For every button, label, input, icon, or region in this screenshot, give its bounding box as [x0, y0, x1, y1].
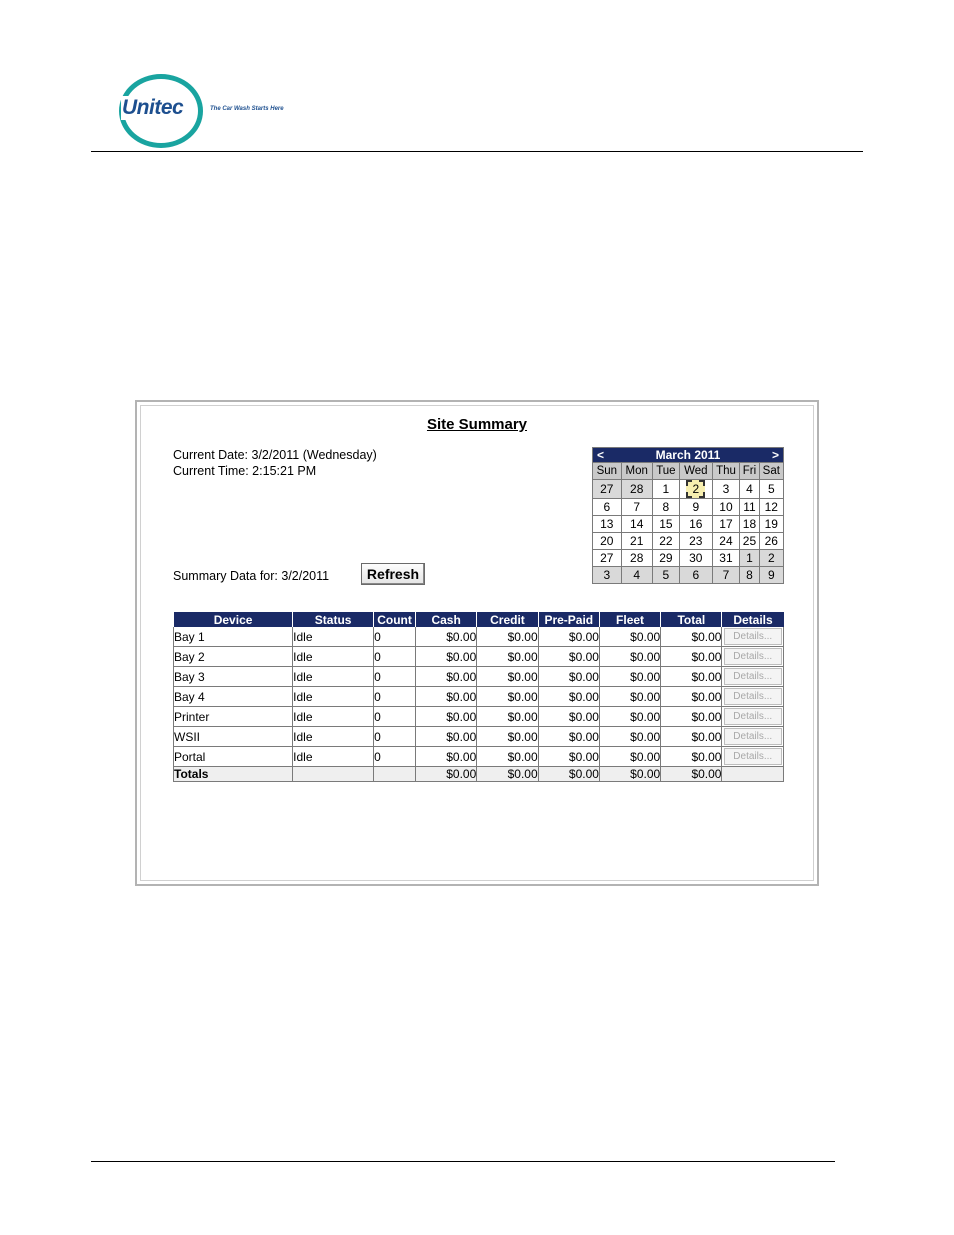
- total-cell: $0.00: [661, 707, 722, 727]
- total-cell: $0.00: [661, 747, 722, 767]
- details-cell: [722, 627, 784, 647]
- calendar-weekday-row: [593, 463, 784, 480]
- column-header: Total: [661, 612, 722, 627]
- column-header: Details: [722, 612, 784, 627]
- credit-cell: $0.00: [477, 667, 538, 687]
- column-header: Device: [174, 612, 293, 627]
- column-header: Cash: [415, 612, 476, 627]
- next-month-button[interactable]: >: [771, 448, 779, 462]
- status-cell: Idle: [293, 647, 374, 667]
- calendar-day[interactable]: 9: [759, 567, 783, 584]
- cash-cell: $0.00: [415, 667, 476, 687]
- footer-divider: [91, 1161, 835, 1162]
- count-cell: 0: [374, 687, 416, 707]
- status-cell: Idle: [293, 727, 374, 747]
- prepaid-cell: $0.00: [538, 687, 599, 707]
- calendar-week-row: [593, 567, 784, 584]
- total-cell: $0.00: [661, 667, 722, 687]
- details-cell: [722, 747, 784, 767]
- current-date: Current Date: 3/2/2011 (Wednesday): [173, 448, 377, 462]
- total-cell: $0.00: [661, 687, 722, 707]
- prepaid-cell: $0.00: [538, 647, 599, 667]
- site-summary-table: [173, 612, 784, 782]
- details-button[interactable]: Details...: [724, 648, 782, 665]
- column-header: Status: [293, 612, 374, 627]
- details-button[interactable]: Details...: [724, 688, 782, 705]
- count-cell: 0: [374, 727, 416, 747]
- calendar-day[interactable]: 28: [621, 550, 652, 567]
- prepaid-cell: $0.00: [538, 747, 599, 767]
- calendar-day[interactable]: 1: [740, 550, 759, 567]
- page-title: Site Summary: [426, 416, 528, 433]
- fleet-cell: $0.00: [599, 747, 660, 767]
- weekday-label: Tue: [652, 463, 679, 480]
- prepaid-cell: $0.00: [538, 627, 599, 647]
- details-button[interactable]: Details...: [724, 628, 782, 645]
- cash-cell: $0.00: [415, 727, 476, 747]
- logo-tagline: The Car Wash Starts Here: [210, 106, 284, 112]
- details-cell: [722, 727, 784, 747]
- selected-day-label: 2: [686, 480, 705, 498]
- column-header: Fleet: [599, 612, 660, 627]
- count-cell: 0: [374, 627, 416, 647]
- fleet-cell: $0.00: [599, 727, 660, 747]
- table-row: [174, 687, 784, 707]
- total-cell: $0.00: [661, 627, 722, 647]
- prev-month-button[interactable]: <: [597, 448, 605, 462]
- weekday-label: Wed: [679, 463, 712, 480]
- cash-cell: $0.00: [415, 627, 476, 647]
- calendar-day[interactable]: 5: [759, 480, 783, 499]
- calendar-day[interactable]: 24: [712, 533, 740, 550]
- fleet-cell: $0.00: [599, 687, 660, 707]
- calendar-day[interactable]: 4: [740, 480, 759, 499]
- total-cell: $0.00: [661, 727, 722, 747]
- calendar-day[interactable]: 15: [652, 516, 679, 533]
- calendar-day[interactable]: 2: [759, 550, 783, 567]
- date-calendar: [592, 447, 784, 584]
- calendar-week-row: [593, 499, 784, 516]
- details-button[interactable]: Details...: [724, 668, 782, 685]
- calendar-day[interactable]: 19: [759, 516, 783, 533]
- current-time: Current Time: 2:15:21 PM: [173, 464, 317, 478]
- cash-cell: $0.00: [415, 647, 476, 667]
- credit-cell: $0.00: [477, 687, 538, 707]
- credit-cell: $0.00: [477, 627, 538, 647]
- status-cell: Idle: [293, 707, 374, 727]
- summary-date-label: Summary Data for: 3/2/2011: [173, 569, 330, 583]
- calendar-day[interactable]: 6: [593, 499, 622, 516]
- column-header: Pre-Paid: [538, 612, 599, 627]
- calendar-day[interactable]: 13: [593, 516, 622, 533]
- calendar-day[interactable]: 22: [652, 533, 679, 550]
- cash-cell: $0.00: [415, 707, 476, 727]
- calendar-day[interactable]: 14: [621, 516, 652, 533]
- calendar-week-row: [593, 516, 784, 533]
- column-header: Count: [374, 612, 416, 627]
- cash-cell: $0.00: [415, 747, 476, 767]
- device-cell: Bay 4: [174, 687, 293, 707]
- calendar-month-label: March 2011: [655, 448, 721, 462]
- calendar-day[interactable]: 5: [652, 567, 679, 584]
- fleet-cell: $0.00: [599, 627, 660, 647]
- device-cell: Bay 1: [174, 627, 293, 647]
- calendar-day[interactable]: 3: [593, 567, 622, 584]
- totals-fleet-cell: $0.00: [599, 767, 660, 782]
- prepaid-cell: $0.00: [538, 667, 599, 687]
- calendar-day[interactable]: 23: [679, 533, 712, 550]
- credit-cell: $0.00: [477, 747, 538, 767]
- totals-count-cell: [374, 767, 416, 782]
- calendar-day[interactable]: 30: [679, 550, 712, 567]
- status-cell: Idle: [293, 667, 374, 687]
- column-header: Credit: [477, 612, 538, 627]
- prepaid-cell: $0.00: [538, 727, 599, 747]
- header-divider: [91, 151, 863, 152]
- details-cell: [722, 647, 784, 667]
- site-summary-window: [135, 400, 819, 886]
- calendar-day[interactable]: 29: [652, 550, 679, 567]
- calendar-day[interactable]: 7: [621, 499, 652, 516]
- calendar-day[interactable]: 17: [712, 516, 740, 533]
- weekday-label: Fri: [740, 463, 759, 480]
- table-row: [174, 667, 784, 687]
- table-row: [174, 747, 784, 767]
- calendar-day[interactable]: 10: [712, 499, 740, 516]
- calendar-nav: [593, 448, 783, 462]
- calendar-day[interactable]: 20: [593, 533, 622, 550]
- calendar-day[interactable]: 25: [740, 533, 759, 550]
- fleet-cell: $0.00: [599, 707, 660, 727]
- logo-wordmark: Unitec: [122, 96, 184, 119]
- details-button[interactable]: Details...: [724, 728, 782, 745]
- fleet-cell: $0.00: [599, 667, 660, 687]
- details-cell: [722, 707, 784, 727]
- calendar-day[interactable]: 27: [593, 550, 622, 567]
- calendar-day[interactable]: 1: [652, 480, 679, 499]
- totals-row: [174, 767, 784, 782]
- calendar-day[interactable]: 11: [740, 499, 759, 516]
- totals-prepaid-cell: $0.00: [538, 767, 599, 782]
- details-cell: [722, 667, 784, 687]
- status-cell: Idle: [293, 687, 374, 707]
- totals-details-cell: [722, 767, 784, 782]
- status-cell: Idle: [293, 747, 374, 767]
- device-cell: Bay 2: [174, 647, 293, 667]
- device-cell: WSII: [174, 727, 293, 747]
- calendar-day[interactable]: 26: [759, 533, 783, 550]
- count-cell: 0: [374, 667, 416, 687]
- prepaid-cell: $0.00: [538, 707, 599, 727]
- calendar-day[interactable]: 4: [621, 567, 652, 584]
- refresh-button[interactable]: Refresh: [361, 563, 425, 585]
- cash-cell: $0.00: [415, 687, 476, 707]
- totals-label: Totals: [174, 767, 293, 782]
- total-cell: $0.00: [661, 647, 722, 667]
- credit-cell: $0.00: [477, 707, 538, 727]
- calendar-day[interactable]: 12: [759, 499, 783, 516]
- totals-status-cell: [293, 767, 374, 782]
- calendar-day[interactable]: 16: [679, 516, 712, 533]
- calendar-month-bar: [593, 448, 784, 463]
- calendar-day[interactable]: 3: [712, 480, 740, 499]
- table-row: [174, 627, 784, 647]
- count-cell: 0: [374, 647, 416, 667]
- device-cell: Bay 3: [174, 667, 293, 687]
- table-row: [174, 647, 784, 667]
- calendar-day-selected[interactable]: [679, 480, 712, 499]
- calendar-day[interactable]: 21: [621, 533, 652, 550]
- status-cell: Idle: [293, 627, 374, 647]
- table-row: [174, 727, 784, 747]
- weekday-label: Mon: [621, 463, 652, 480]
- table-row: [174, 707, 784, 727]
- calendar-day[interactable]: 31: [712, 550, 740, 567]
- weekday-label: Sat: [759, 463, 783, 480]
- totals-cash-cell: $0.00: [415, 767, 476, 782]
- count-cell: 0: [374, 747, 416, 767]
- details-button[interactable]: Details...: [724, 748, 782, 765]
- calendar-day[interactable]: 28: [621, 480, 652, 499]
- weekday-label: Thu: [712, 463, 740, 480]
- weekday-label: Sun: [593, 463, 622, 480]
- totals-total-cell: $0.00: [661, 767, 722, 782]
- calendar-day[interactable]: 27: [593, 480, 622, 499]
- fleet-cell: $0.00: [599, 647, 660, 667]
- calendar-week-row: [593, 480, 784, 499]
- details-cell: [722, 687, 784, 707]
- calendar-week-row: [593, 533, 784, 550]
- calendar-day[interactable]: 6: [679, 567, 712, 584]
- credit-cell: $0.00: [477, 727, 538, 747]
- calendar-day[interactable]: 7: [712, 567, 740, 584]
- table-header-row: [174, 612, 784, 627]
- calendar-day[interactable]: 8: [740, 567, 759, 584]
- calendar-week-row: [593, 550, 784, 567]
- calendar-day[interactable]: 8: [652, 499, 679, 516]
- calendar-day[interactable]: 18: [740, 516, 759, 533]
- device-cell: Portal: [174, 747, 293, 767]
- calendar-day[interactable]: 9: [679, 499, 712, 516]
- count-cell: 0: [374, 707, 416, 727]
- totals-credit-cell: $0.00: [477, 767, 538, 782]
- calendar-header-row: [593, 448, 784, 463]
- device-cell: Printer: [174, 707, 293, 727]
- details-button[interactable]: Details...: [724, 708, 782, 725]
- credit-cell: $0.00: [477, 647, 538, 667]
